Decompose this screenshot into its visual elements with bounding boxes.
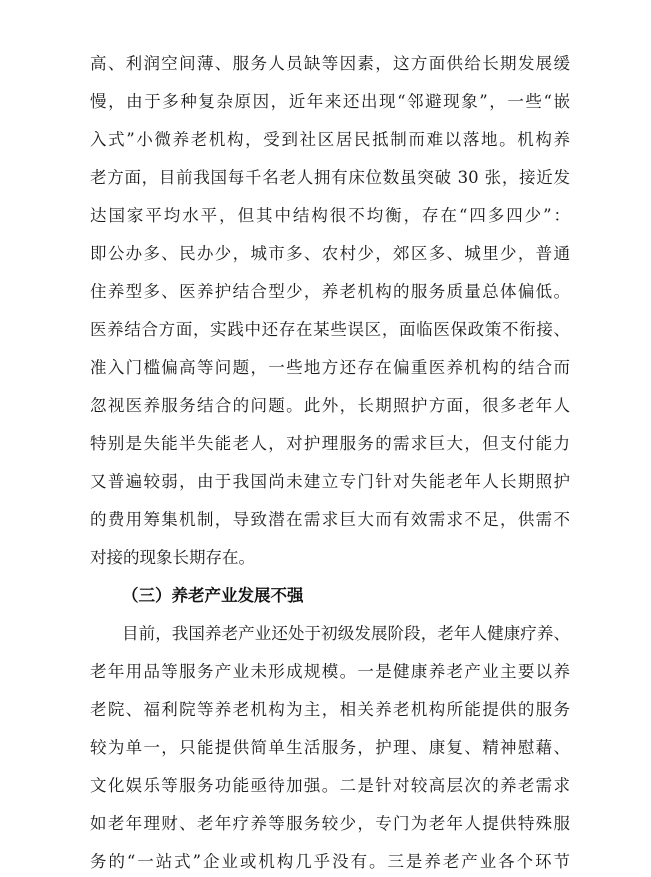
paragraph-line: 对接的现象长期存在。 [90, 548, 255, 567]
section-heading: （三）养老产业发展不强 [122, 586, 304, 605]
paragraph-line: 老院、福利院等养老机构为主，相关养老机构所能提供的服务 [90, 700, 570, 719]
paragraph-line: 忽视医养服务结合的问题。此外，长期照护方面，很多老年人 [90, 396, 570, 415]
paragraph-line: 慢，由于多种复杂原因，近年来还出现“邻避现象”，一些“嵌 [90, 92, 570, 111]
paragraph-line: 又普遍较弱，由于我国尚未建立专门针对失能老年人长期照护 [90, 472, 570, 491]
paragraph-line: 达国家平均水平，但其中结构很不均衡，存在“四多四少”： [90, 206, 570, 225]
paragraph-line: 老方面，目前我国每千名老人拥有床位数虽突破 30 张，接近发 [90, 168, 570, 187]
paragraph-line: 的费用筹集机制，导致潜在需求巨大而有效需求不足，供需不 [90, 510, 570, 529]
paragraph-line: 老年用品等服务产业未形成规模。一是健康养老产业主要以养 [90, 662, 570, 681]
paragraph-line: 较为单一，只能提供简单生活服务，护理、康复、精神慰藉、 [90, 738, 570, 757]
paragraph-line: 文化娱乐等服务功能亟待加强。二是针对较高层次的养老需求 [90, 776, 570, 795]
paragraph-line: 入式”小微养老机构，受到社区居民抵制而难以落地。机构养 [90, 130, 570, 149]
paragraph-line: 务的“一站式”企业或机构几乎没有。三是养老产业各个环节 [90, 852, 570, 871]
paragraph-line: 医养结合方面，实践中还存在某些误区，面临医保政策不衔接、 [90, 320, 570, 339]
paragraph-line: 目前，我国养老产业还处于初级发展阶段，老年人健康疗养、 [122, 624, 570, 643]
paragraph-line: 特别是失能半失能老人，对护理服务的需求巨大，但支付能力 [90, 434, 570, 453]
paragraph-line: 住养型多、医养护结合型少，养老机构的服务质量总体偏低。 [90, 282, 570, 301]
paragraph-line: 准入门槛偏高等问题，一些地方还存在偏重医养机构的结合而 [90, 358, 570, 377]
paragraph-line: 即公办多、民办少，城市多、农村少，郊区多、城里少，普通 [90, 244, 570, 263]
paragraph-line: 高、利润空间薄、服务人员缺等因素，这方面供给长期发展缓 [90, 54, 570, 73]
paragraph-line: 如老年理财、老年疗养等服务较少，专门为老年人提供特殊服 [90, 814, 570, 833]
